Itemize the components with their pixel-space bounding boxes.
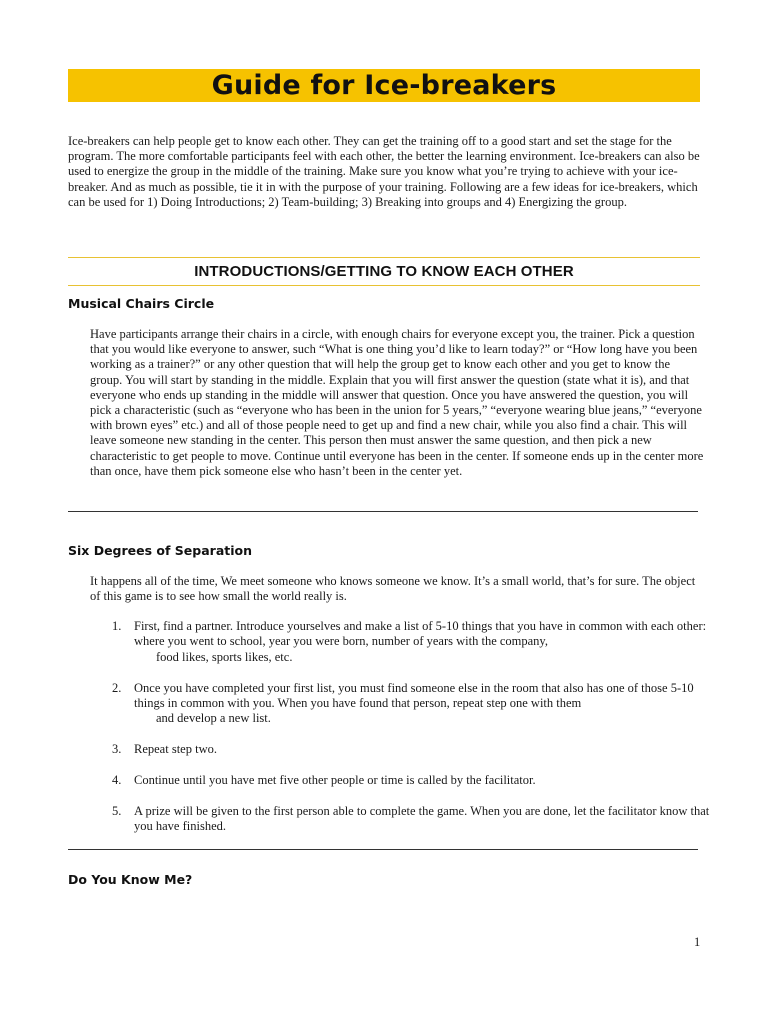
musical-chairs-heading: Musical Chairs Circle: [68, 296, 215, 311]
step-number: 5.: [112, 803, 122, 818]
title-banner: [68, 69, 700, 102]
step-text: A prize will be given to the first person able to complete the game. When you are done, let the facilitator know that you have finished.: [134, 803, 710, 834]
page-number: 1: [694, 935, 701, 949]
step-text: Once you have completed your first list, you must find someone else in the room that also has one of those 5-10 things in common with you. When you have found that person, repeat step one with them: [134, 680, 694, 711]
section-heading: INTRODUCTIONS/GETTING TO KNOW EACH OTHER: [194, 263, 574, 280]
divider-rule: [68, 511, 698, 512]
step-continuation: and develop a new list.: [156, 711, 271, 726]
six-degrees-steps: [90, 619, 710, 850]
step-text: Continue until you have met five other people or time is called by the facilitator.: [134, 773, 536, 788]
step-number: 2.: [112, 680, 122, 695]
divider-rule: [68, 849, 698, 850]
step-text: First, find a partner. Introduce yourselves and make a list of 5-10 things that you have in common with each other: where you went to school, year you were born, number of years with the company,: [134, 619, 707, 649]
musical-chairs-body: Have participants arrange their chairs in a circle, with enough chairs for everyone except you, the trainer. Pick a question that you would like everyone to answer, such “What is one thing you’d like to learn today?” or “How long have you been working as a trainer?” or any other question that will help the group get to know each other and you get to know the group. You will start by standing in the middle. Explain that you will first answer the question (state what it is), and that everyone who ends up standing in the middle will answer that question. Once you have answered the question, you will pick a characteristic (such as “everyone who has been in the union for 5 years,” “everyone wearing blue jeans,” “everyone with brown eyes” etc.) and all of those people need to get up and find a new chair, while you also find a chair. This will leave someone new standing in the center. This person then must answer the same question, and then pick a new characteristic to get people to move. Continue until everyone has been in the center. If someone ends up in the center more than once, have them pick someone else who hasn’t been in the center yet.: [90, 327, 704, 478]
step-number: 4.: [112, 773, 122, 788]
list-item: [90, 773, 710, 788]
step-continuation: food likes, sports likes, etc.: [156, 649, 293, 664]
six-degrees-intro: It happens all of the time, We meet someone who knows someone we know. It’s a small world, that’s for sure. The object of this game is to see how small the world really is.: [90, 574, 696, 604]
list-item: [90, 804, 710, 835]
step-number: 3.: [112, 742, 122, 757]
step-number: 1.: [112, 619, 122, 633]
list-item: [90, 619, 710, 665]
list-item: [90, 681, 710, 727]
intro-paragraph: Ice-breakers can help people get to know each other. They can get the training off to a good start and set the stage for the program. The more comfortable participants feel with each other, the better the learning environment. Ice-breakers can also be used to energize the group in the middle of the training. Make sure you know what you’re trying to achieve with your ice-breaker. And as much as possible, tie it in with the purpose of your training. Following are a few ideas for ice-breakers, which can be used for 1) Doing Introductions; 2) Team-building; 3) Breaking into groups and 4) Energizing the group.: [68, 134, 700, 209]
step-text: Repeat step two.: [134, 742, 217, 757]
six-degrees-heading: Six Degrees of Separation: [68, 543, 253, 558]
list-item: [90, 742, 710, 757]
section-banner: [68, 257, 700, 286]
document-title: Guide for Ice-breakers: [211, 70, 557, 101]
do-you-know-me-heading: Do You Know Me?: [68, 872, 193, 887]
